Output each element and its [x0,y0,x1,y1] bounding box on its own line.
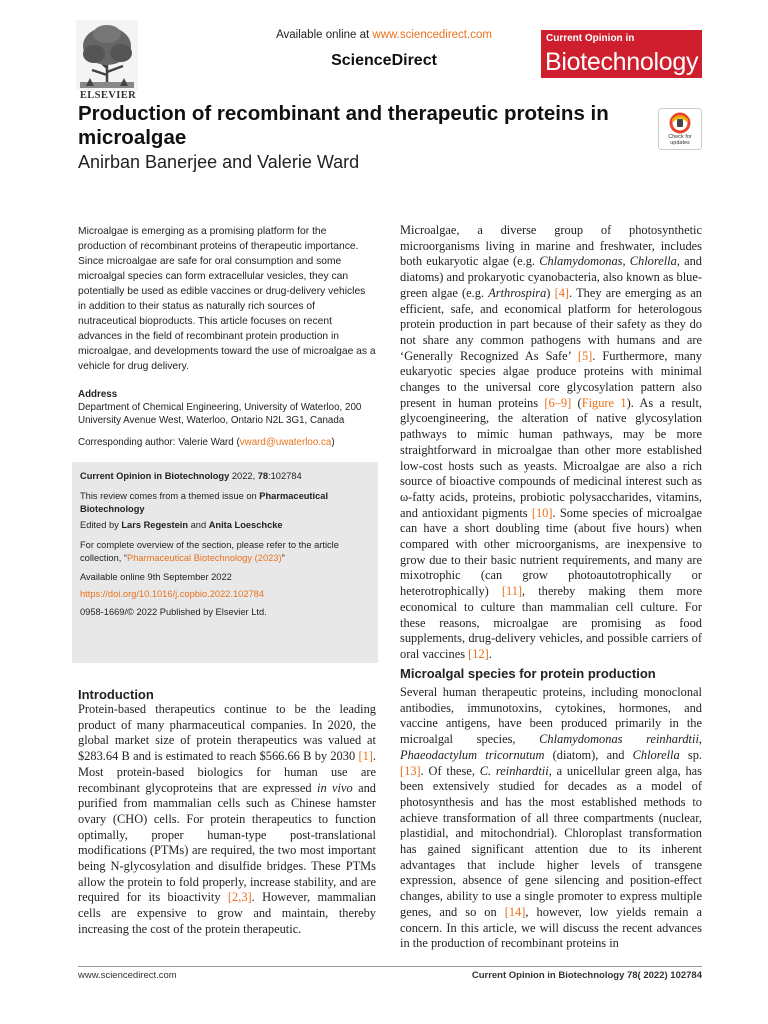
introduction-heading: Introduction [78,687,154,702]
editor-2: Anita Loeschcke [208,520,283,530]
available-prefix: Available online at [276,29,373,41]
check-updates-label: Check for updates [668,134,692,146]
corresponding-prefix: Corresponding author: Valerie Ward ( [78,437,240,448]
section-heading-microalgal-species: Microalgal species for protein production [400,666,656,681]
themed-issue-line [80,490,370,515]
ref-13[interactable]: [13] [400,763,421,778]
publisher-name: ELSEVIER [79,90,137,101]
address-text: Department of Chemical Engineering, University of Waterloo, 200 University Avenue West, Waterloo, Ontario N2L 3G1, Canada [78,402,362,426]
citation-volume: 78 [257,471,269,481]
address-heading: Address [78,389,118,400]
available-online-date: Available online 9th September 2022 [80,572,232,582]
right-column-paragraph-2: Several human therapeutic proteins, including monoclonal antibodies, immunotoxins, cytokines, hormones, and vaccine antigens, have been produced primarily in the microalgal species, Chlamydomonas reinhardtii, Phaeodactylum tricornutum (diatom), and Chlorella sp. [13]. Of these, C. reinhardtii, a unicellular green alga, has been extensively studied for decades as a model of photosynthesis and has the most established methods to achieve transformation of all three compartments (nuclear, plastidial, and mitochondrial). Chloroplast transformation has gained significant attention due to its inherent advantages that include higher levels of transgene expression, absence of gene silencing and position-effect changes, ability to use a single promoter to express multiple genes, and so on [14], however, low yields remain a concern. In this article, we will discuss the recent advances in the production of recombinant proteins in [400,685,703,951]
ref-12[interactable]: [12] [468,646,489,661]
citation-year: 2022, [229,471,258,481]
abstract: Microalgae is emerging as a promising platform for the production of recombinant proteins of therapeutic importance. Since microalgae are safe for oral consumption and some microalgal species can form extracellular vesicles, they can potentially be used as edible vaccines or drug-delivery vehicles in addition to their status as naturally rich sources of nutraceutical bioproducts. This article focuses on recent advances in the field of recombinant protein production in microalgae, and developments toward the use of microalgae as a vehicle for drug delivery. [78,226,376,372]
citation-journal: Current Opinion in Biotechnology [80,471,230,481]
ref-6-9[interactable]: [6–9] [544,395,572,410]
article-title: Production of recombinant and therapeutic proteins in microalgae [78,102,609,149]
ref-2-3[interactable]: [2,3] [227,890,252,905]
ref-10[interactable]: [10] [531,505,553,520]
corresponding-suffix: ) [331,437,335,448]
figure-1-link[interactable]: Figure 1 [581,395,627,410]
introduction-body: Protein-based therapeutics continue to be the leading product of many pharmaceutical companies. In 2020, the global market size of protein therapeutics was valued at $283.64 B and is estimated to reach $566.66 B by 2030 [1]. Most protein-based biologics for human use are recombinant glycoproteins that are expressed in vivo and purified from mammalian cells such as Chinese hamster ovary (CHO) cells. For protein therapeutics to function optimally, proper human-type post-translational modifications (PTMs) are required, the two most important being N-glycosylation and disulfide bridges. These PTMs allow the protein to fold properly, increase stability, and are required for its bioactivity [2,3]. However, mammalian cells are expensive to grow and maintain, thereby increasing the cost of the protein therapeutic. [78,702,376,936]
check-for-updates-badge[interactable] [658,108,702,150]
corresponding-author [78,437,376,448]
ref-4[interactable]: [4] [554,285,570,300]
citation-line [80,470,370,483]
ref-14[interactable]: [14] [504,904,526,919]
overview-end: ” [281,552,285,563]
doi-link[interactable]: https://doi.org/10.1016/j.copbio.2022.102784 [80,589,265,599]
collection-link[interactable]: Pharmaceutical Biotechnology (2023) [127,552,282,563]
citation-article-number: :102784 [268,471,302,481]
journal-banner [541,30,702,82]
corresponding-email-link[interactable]: vward@uwaterloo.ca [239,437,332,448]
overview-text: For complete overview of the section, please refer to the article collection, “ [80,540,339,563]
issn-line: 0958-1669/© 2022 Published by Elsevier Ltd. [80,607,267,617]
footer-citation: Current Opinion in Biotechnology 78( 2022) 102784 [471,970,702,981]
footer-website: www.sciencedirect.com [78,970,177,981]
ref-1[interactable]: [1] [358,749,373,764]
right-column-paragraph-1: Microalgae, a diverse group of photosynthetic microorganisms living in marine and freshwater, includes both eukaryotic algae (e.g. Chlamydomonas, Chlorella, and diatoms) and prokaryotic cyanobacteria, also known as blue-green algae (e.g. Arthrospira) [4]. They are emerging as an efficient, safe, and economical platform for heterologous protein production in part because of their safety as they do not share any common pathogens with humans and are ‘Generally Recognized As Safe’ [5]. Furthermore, many eukaryotic species algae produce proteins with minimal changes to the universal core glycosylation pattern also present in human proteins [6–9] (Figure 1). As a result, glycoengineering, the alteration of native glycosylation pathways to mimic human pathways, may be more straightforward in microalgae than other more established low-cost hosts such as yeasts. Microalgae are also a rich source of bioactive compounds of medicinal interest such as ω-fatty acids, proteins, probiotic polysaccharides, vitamins, and antioxidant pigments [10]. Some species of microalgae can have a short doubling time (about five hours) when compared with other microorganisms, are inexpensive to grow due to their basic nutrient requirements, and many are mixotrophic (can grow photoautotrophically or heterotrophically) [11], thereby making them more economical to culture than mammalian cell culture. For these reasons, microalgae are promising as food supplements, drug-delivery vehicles, and possible carriers of oral vaccines [12]. [400,223,703,661]
article-info-box [72,462,378,663]
sciencedirect-brand: ScienceDirect [331,52,437,69]
journal-banner-name: Biotechnology [541,47,702,78]
edited-prefix: Edited by [80,520,122,530]
footer-rule [78,966,702,967]
article-authors: Anirban Banerjee and Valerie Ward [78,152,360,172]
journal-banner-top: Current Opinion in [541,30,702,47]
sciencedirect-link[interactable]: www.sciencedirect.com [372,29,492,41]
editors-line [80,519,370,532]
edited-and: and [188,520,209,530]
editor-1: Lars Regestein [121,520,189,530]
overview-line [80,539,370,564]
themed-prefix: This review comes from a themed issue on [80,491,260,501]
ref-11[interactable]: [11] [501,584,523,599]
themed-issue-name: Pharmaceutical Biotechnology [80,491,329,514]
ref-5[interactable]: [5] [577,348,593,363]
